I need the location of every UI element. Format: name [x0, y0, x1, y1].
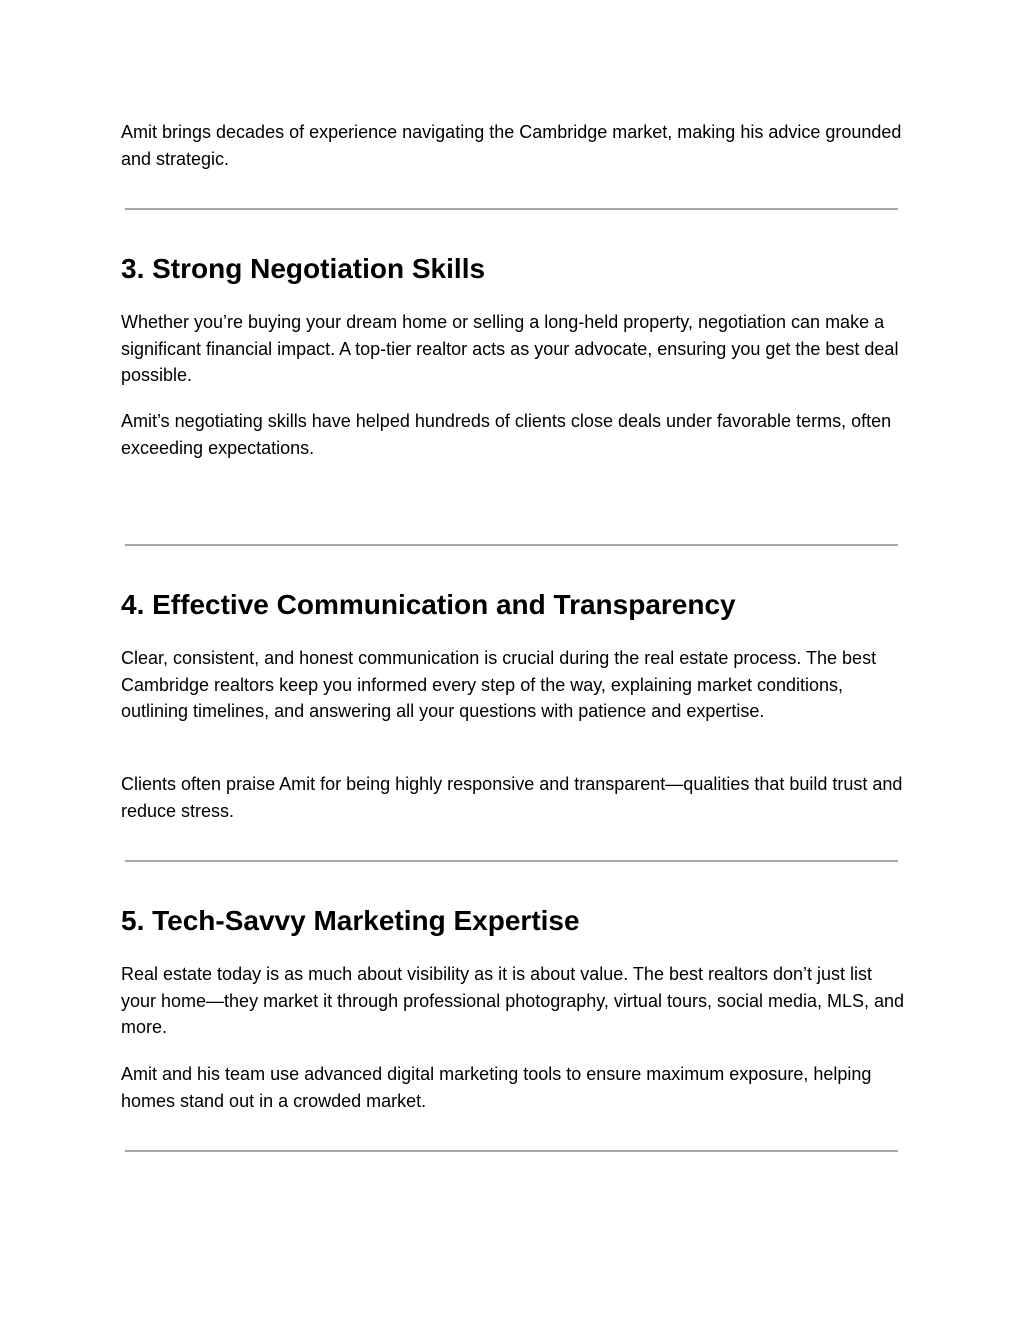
- section-heading: 5. Tech-Savvy Marketing Expertise: [121, 905, 580, 936]
- section-marketing: [121, 904, 907, 938]
- section-paragraph: Amit’s negotiating skills have helped hundreds of clients close deals under favorable terms, often exceeding expectations.: [121, 411, 892, 458]
- intro-paragraph: Amit brings decades of experience navigating the Cambridge market, making his advice grounded and strategic.: [121, 122, 902, 169]
- section-divider: [125, 860, 898, 862]
- section-divider: [125, 544, 898, 546]
- section-communication: [121, 588, 907, 622]
- section-paragraph: Clients often praise Amit for being highly responsive and transparent—qualities that build trust and reduce stress.: [121, 774, 903, 821]
- section-paragraph: Whether you’re buying your dream home or selling a long-held property, negotiation can make a significant financial impact. A top-tier realtor acts as your advocate, ensuring you get the best deal possible.: [121, 312, 899, 385]
- section-communication-body-2: [121, 771, 907, 824]
- section-negotiation: [121, 252, 907, 286]
- section-paragraph: Clear, consistent, and honest communication is crucial during the real estate process. The best Cambridge realtors keep you informed every step of the way, explaining market conditions, outlining timelines, and answering all your questions with patience and expertise.: [121, 648, 877, 721]
- section-heading: 4. Effective Communication and Transparency: [121, 589, 736, 620]
- section-divider: [125, 208, 898, 210]
- section-negotiation-body: [121, 309, 907, 389]
- section-heading: 3. Strong Negotiation Skills: [121, 253, 486, 284]
- section-marketing-body: [121, 961, 907, 1041]
- section-communication-body: [121, 645, 907, 725]
- section-negotiation-body-2: [121, 408, 907, 461]
- intro-block: [121, 119, 907, 172]
- section-paragraph: Real estate today is as much about visibility as it is about value. The best realtors don’t just list your home—they market it through professional photography, virtual tours, social media, MLS, and more.: [121, 964, 905, 1037]
- section-divider: [125, 1150, 898, 1152]
- section-paragraph: Amit and his team use advanced digital marketing tools to ensure maximum exposure, helping homes stand out in a crowded market.: [121, 1064, 872, 1111]
- section-marketing-body-2: [121, 1061, 907, 1114]
